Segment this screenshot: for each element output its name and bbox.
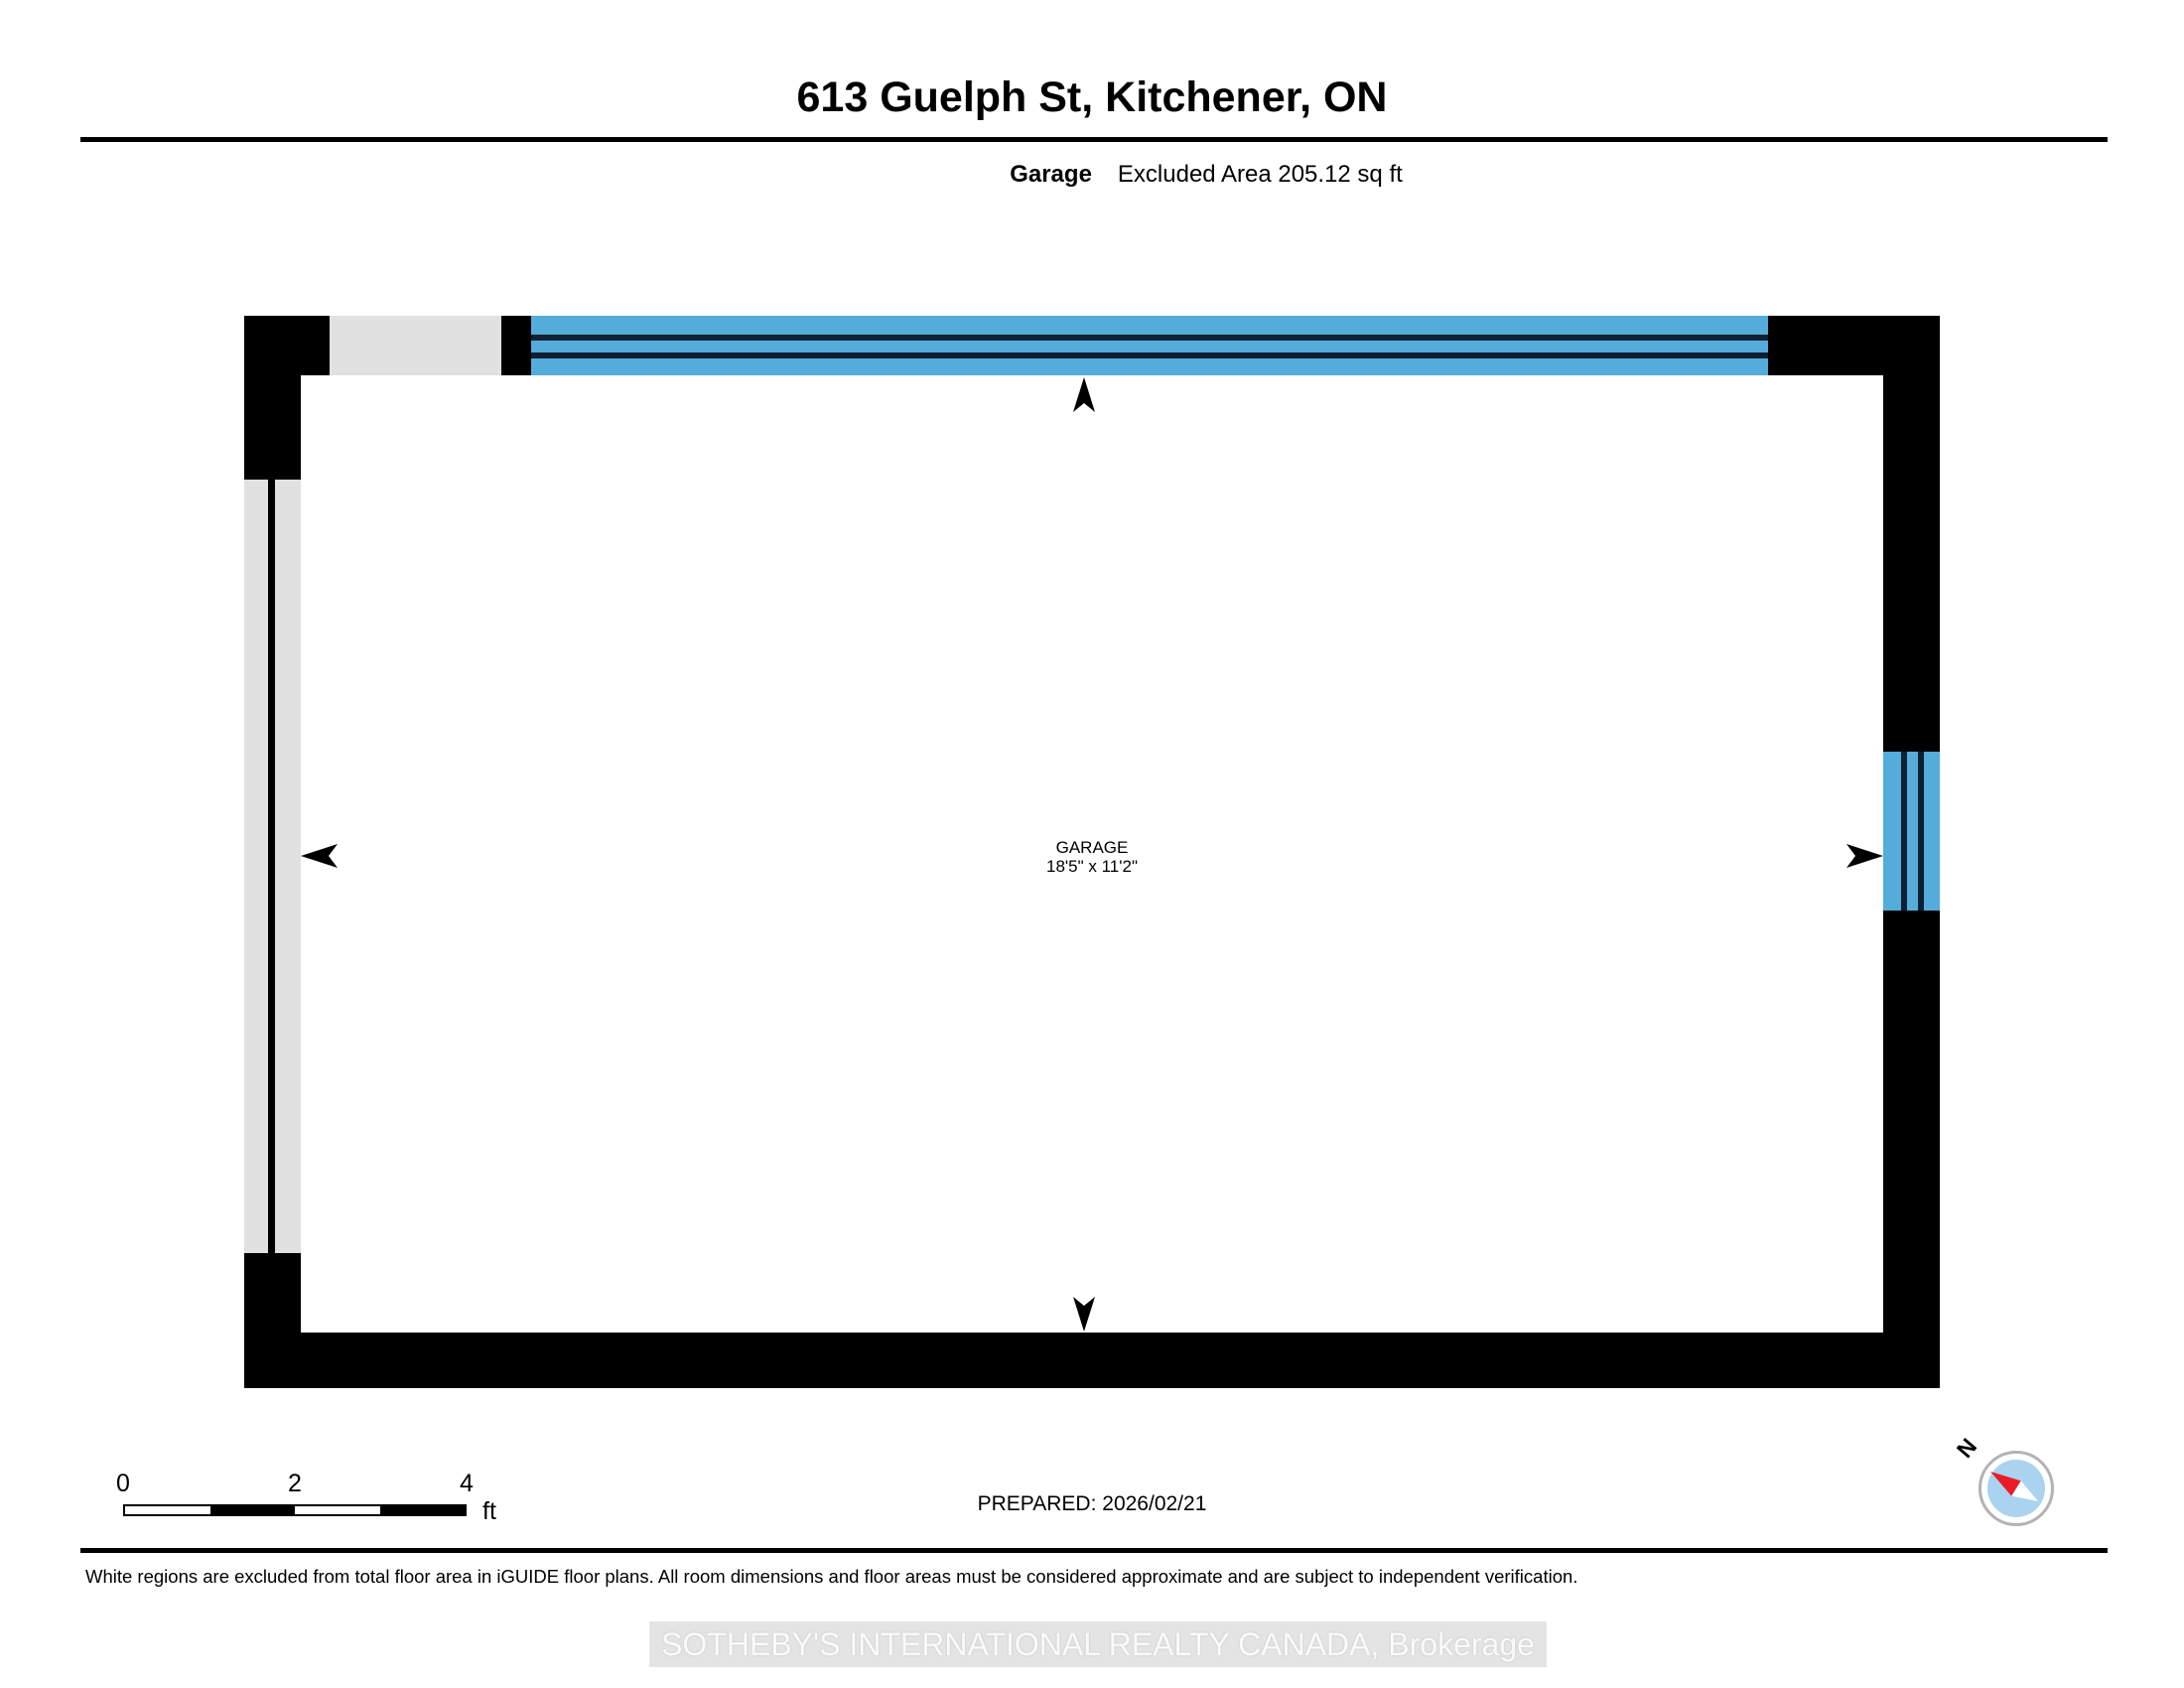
room-dimensions-label: 18'5" x 11'2" bbox=[1046, 857, 1138, 876]
garage-door-panel-line bbox=[531, 335, 1768, 341]
scale-bar bbox=[123, 1504, 467, 1516]
floor-plan-drawing bbox=[244, 316, 1940, 1388]
header-divider bbox=[80, 137, 2108, 142]
room-label bbox=[1046, 838, 1138, 876]
scale-tick-2: 2 bbox=[288, 1470, 302, 1497]
compass-icon bbox=[1977, 1449, 2056, 1528]
entry-arrow-up-icon bbox=[1073, 377, 1095, 412]
left-opening-divider-line bbox=[268, 480, 275, 1253]
page-title: 613 Guelph St, Kitchener, ON bbox=[796, 73, 1388, 121]
window-mullion-line bbox=[1918, 752, 1924, 911]
garage-door-panel-line bbox=[531, 352, 1768, 358]
scale-bar-segment bbox=[210, 1506, 296, 1514]
wall-bottom bbox=[244, 1333, 1940, 1388]
scale-bar-segment bbox=[295, 1506, 380, 1514]
scale-tick-0: 0 bbox=[116, 1470, 130, 1497]
subtitle-room-name: Garage bbox=[1010, 161, 1092, 188]
scale-tick-4: 4 bbox=[460, 1470, 474, 1497]
entry-arrow-left-icon bbox=[301, 844, 338, 868]
north-label: N bbox=[1951, 1433, 1982, 1463]
brokerage-watermark: SOTHEBY'S INTERNATIONAL REALTY CANADA, Brokerage bbox=[649, 1621, 1547, 1667]
wall-right-upper bbox=[1883, 316, 1940, 752]
entry-arrow-down-icon bbox=[1073, 1297, 1095, 1332]
disclaimer-text: White regions are excluded from total floor area in iGUIDE floor plans. All room dimensions and floor areas must be considered approximate and are subject to independent verification. bbox=[85, 1566, 1578, 1587]
plan-subtitle bbox=[1010, 161, 1403, 189]
subtitle-area-label: Excluded Area 205.12 sq ft bbox=[1117, 161, 1403, 188]
wall-right-lower bbox=[1883, 911, 1940, 1388]
window-right bbox=[1883, 752, 1940, 911]
scale-bar-segment bbox=[380, 1506, 466, 1514]
wall-opening-top bbox=[330, 316, 501, 375]
scale-bar-segment bbox=[125, 1506, 210, 1514]
scale-unit-label: ft bbox=[482, 1497, 496, 1525]
wall-top-jamb bbox=[501, 316, 531, 375]
entry-arrow-right-icon bbox=[1846, 844, 1883, 868]
room-name-label: GARAGE bbox=[1055, 838, 1129, 857]
garage-door bbox=[531, 316, 1768, 375]
window-mullion-line bbox=[1901, 752, 1907, 911]
footer-divider bbox=[80, 1548, 2108, 1553]
prepared-date-label: PREPARED: 2026/02/21 bbox=[977, 1492, 1207, 1515]
wall-opening-left bbox=[244, 480, 301, 1253]
wall-left-upper bbox=[244, 316, 301, 480]
